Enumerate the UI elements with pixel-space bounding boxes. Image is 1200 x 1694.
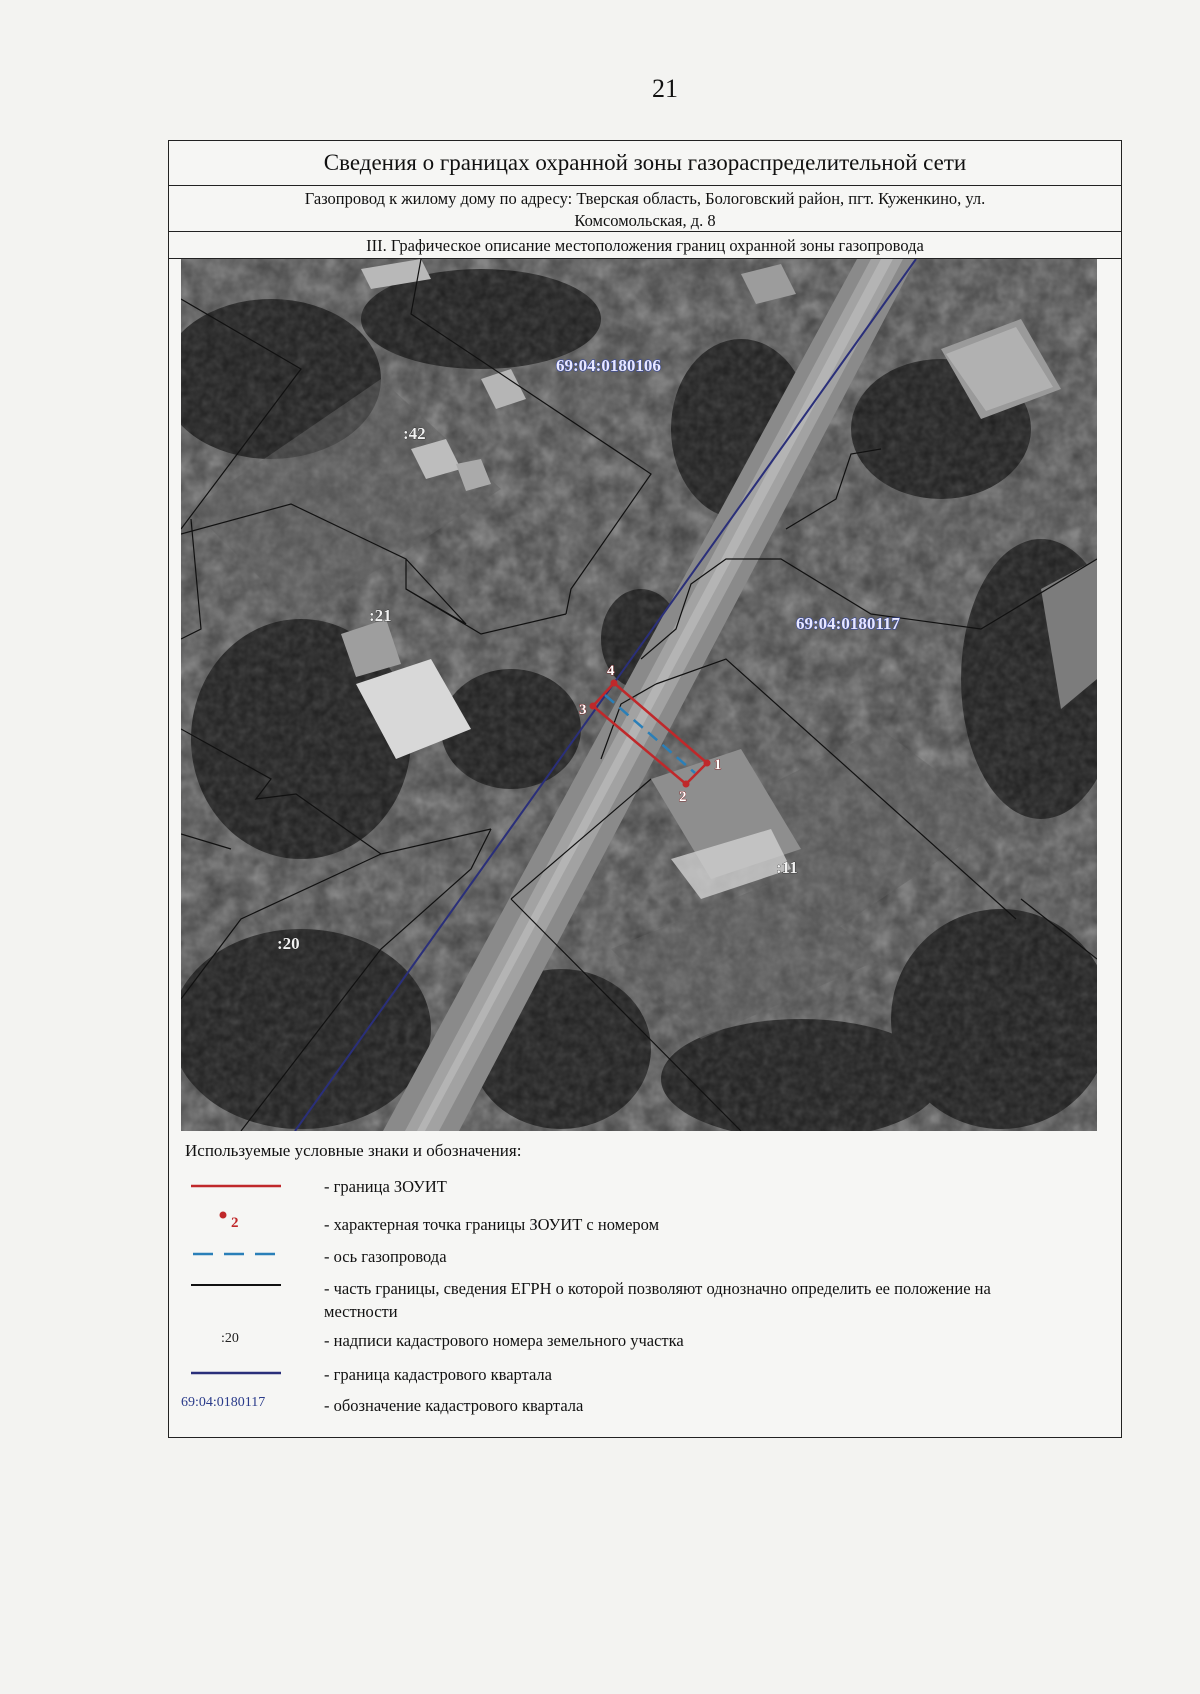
legend-text: - ось газопровода	[324, 1247, 447, 1266]
aerial-map	[181, 259, 1097, 1131]
legend-text: - характерная точка границы ЗОУИТ с номером	[324, 1215, 660, 1234]
document-frame	[168, 140, 1122, 1438]
zone-point-1	[704, 760, 711, 767]
legend-text: - граница ЗОУИТ	[324, 1177, 447, 1196]
point-label-1: 1	[714, 757, 722, 773]
parcel-label-20: :20	[277, 934, 300, 953]
parcel-label-sample: :20	[221, 1331, 239, 1346]
blue-dashed-line-symbol	[181, 1239, 291, 1269]
parcel-label-symbol	[181, 1329, 291, 1359]
legend-title: Используемые условные знаки и обозначения:	[185, 1141, 522, 1160]
legend-text: - граница кадастрового квартала	[324, 1365, 552, 1384]
zone-point-2	[683, 781, 690, 788]
map-canvas	[181, 259, 1097, 1131]
point-label-2: 2	[679, 789, 687, 805]
black-line-symbol	[181, 1273, 291, 1303]
legend-item-zone-boundary	[169, 1171, 1099, 1201]
point-symbol-label: 2	[231, 1215, 239, 1231]
red-line-symbol	[181, 1171, 291, 1201]
parcel-label-42: :42	[403, 424, 426, 443]
parcel-label-21: :21	[369, 606, 392, 625]
page-number: 21	[652, 74, 678, 103]
zone-point-3	[590, 703, 597, 710]
legend-item-quarter-label	[169, 1393, 1099, 1423]
document-title: Сведения о границах охранной зоны газораспределительной сети	[169, 141, 1121, 186]
navy-line-symbol	[181, 1361, 291, 1391]
point-label-3: 3	[579, 702, 587, 718]
legend-text: - обозначение кадастрового квартала	[324, 1396, 584, 1415]
legend-item-parcel-boundary	[169, 1273, 1099, 1321]
object-description	[169, 186, 1121, 232]
legend-item-parcel-label	[169, 1329, 1099, 1359]
legend-item-gas-axis	[169, 1239, 1099, 1269]
section-title: III. Графическое описание местоположения границ охранной зоны газопровода	[169, 233, 1121, 259]
red-point-symbol	[181, 1205, 291, 1235]
parcel-label-11: :11	[776, 858, 798, 877]
legend-item-quarter-boundary	[169, 1361, 1099, 1391]
quarter-label-symbol	[181, 1393, 291, 1423]
legend-text: - часть границы, сведения ЕГРН о которой позволяют однозначно определить ее положение на местности	[324, 1279, 991, 1321]
quarter-label-0180117: 69:04:0180117	[796, 614, 900, 633]
quarter-label-sample: 69:04:0180117	[181, 1395, 266, 1410]
quarter-label-0180106: 69:04:0180106	[556, 356, 661, 375]
object-description-line-1: Газопровод к жилому дому по адресу: Тверская область, Бологовский район, пгт. Куженкино, ул.	[304, 189, 986, 208]
zone-point-4	[611, 680, 618, 687]
point-label-4: 4	[607, 663, 615, 679]
object-description-line-2: Комсомольская, д. 8	[574, 211, 716, 230]
legend-item-zone-point	[169, 1205, 1099, 1235]
legend-text: - надписи кадастрового номера земельного участка	[324, 1331, 684, 1350]
